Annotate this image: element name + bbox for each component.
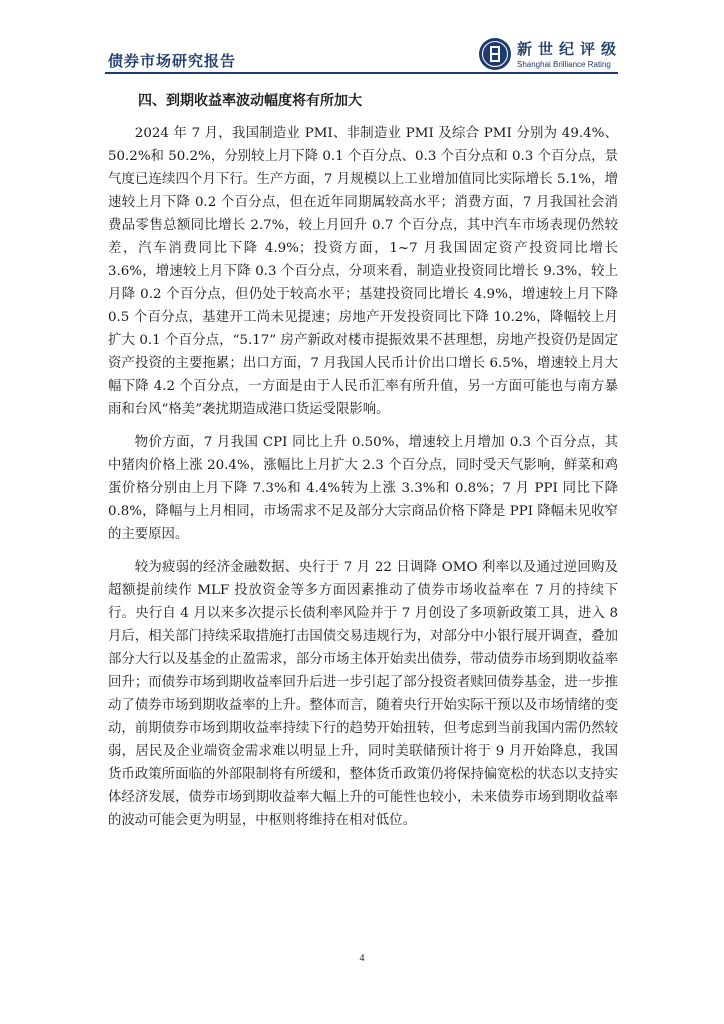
report-header-title: 债券市场研究报告 xyxy=(108,52,237,70)
header-divider xyxy=(105,72,618,74)
paragraph-macro-data: 2024 年 7 月，我国制造业 PMI、非制造业 PMI 及综合 PMI 分别为 49.4%、50.2%和 50.2%，分别较上月下降 0.1 个百分点、0.3 个百分点和 0.3 个百分点，景气度已连续四个月下行。生产方面，7 月规模以上工业增加值同比实际增长 5.1%，增速较上月下降 0.2 个百分点，但在近年同期属较高水平；消费方面，7 月我国社会消费品零售总额同比增长 2.7%，较上月回升 0.7 个百分点，其中汽车市场表现仍然较差，汽车消费同比下降 4.9%；投资方面，1~7 月我国固定资产投资同比增长 3.6%，增速较上月下降 0.3 个百分点，分项来看，制造业投资同比增长 9.3%，较上月降 0.2 个百分点，但仍处于较高水平；基建投资同比增长 4.9%，增速较上月下降 0.5 个百分点，基建开工尚未见提速；房地产开发投资同比下降 10.2%，降幅较上月扩大 0.1 个百分点，“5.17” 房产新政对楼市提振效果不甚理想，房地产投资仍是固定资产投资的主要拖累；出口方面，7 月我国人民币计价出口增长 6.5%，增速较上月大幅下降 4.2 个百分点，一方面是由于人民币汇率有所升值，另一方面可能也与南方暴雨和台风“格美”袭扰期造成港口货运受限影响。 xyxy=(108,126,618,417)
report-body xyxy=(108,90,618,842)
brand-name-cn: 新世纪评级 xyxy=(517,40,623,58)
section-heading: 四、到期收益率波动幅度将有所加大 xyxy=(138,93,362,109)
brilliance-rating-logo-icon xyxy=(478,37,512,71)
paragraph-prices: 物价方面，7 月我国 CPI 同比上升 0.50%，增速较上月增加 0.3 个百分点，其中猪肉价格上涨 20.4%，涨幅比上月扩大 2.3 个百分点，同时受天气影响，鲜菜和鸡蛋价格分别由上月下降 7.3%和 4.4%转为上涨 3.3%和 0.8%；7 月 PPI 同比下降 0.8%，降幅与上月相同，市场需求不足及部分大宗商品价格下降是 PPI 降幅未见收窄的主要原因。 xyxy=(108,435,618,542)
brand-name-en: Shanghai Brilliance Rating xyxy=(517,60,611,69)
page-number: 4 xyxy=(359,953,365,964)
paragraph-bond-yields: 较为疲弱的经济金融数据、央行于 7 月 22 日调降 OMO 利率以及通过逆回购及超额提前续作 MLF 投放资金等多方面因素推动了债券市场收益率在 7 月的持续下行。央行自 4 月以来多次提示长债利率风险并于 7 月创设了多项新政策工具，进入 8 月后，相关部门持续采取措施打击国债交易违规行为，对部分中小银行展开调查，叠加部分大行以及基金的止盈需求，部分市场主体开始卖出债券，带动债券市场到期收益率回升；而债券市场到期收益率回升后进一步引起了部分投资者赎回债券基金，进一步推动了债券市场到期收益率的上升。整体而言，随着央行开始实际干预以及市场情绪的变动，前期债券市场到期收益率持续下行的趋势开始扭转，但考虑到当前我国内需仍然较弱，居民及企业端资金需求难以明显上升，同时美联储预计将于 9 月开始降息，我国货币政策所面临的外部限制将有所缓和，整体货币政策仍将保持偏宽松的状态以支持实体经济发展，债券市场到期收益率大幅上升的可能性也较小，未来债券市场到期收益率的波动可能会更为明显，中枢则将维持在相对低位。 xyxy=(108,560,618,828)
